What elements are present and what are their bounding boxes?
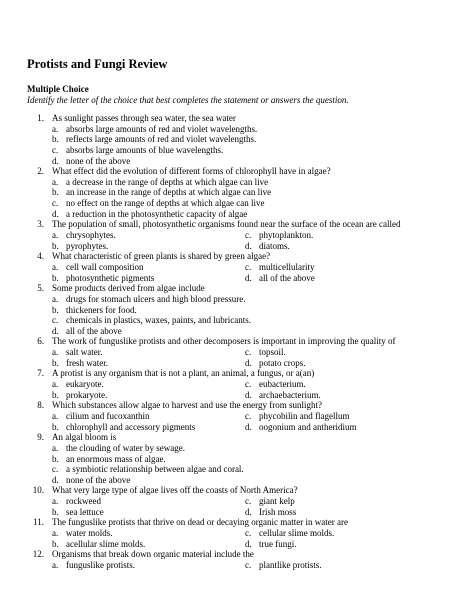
option-letter: b.	[52, 357, 59, 368]
option-text: absorbs large amounts of red and violet wavelengths.	[66, 123, 258, 134]
answer-option-row	[0, 560, 474, 571]
answer-option	[0, 198, 474, 209]
option-text: fresh water.	[66, 357, 108, 368]
option-letter: c.	[245, 559, 252, 570]
answer-option	[0, 134, 474, 145]
option-letter: c.	[245, 496, 252, 507]
option-text: the clouding of water by sewage.	[66, 442, 185, 453]
option-letter: d.	[52, 208, 59, 219]
option-text: oogonium and antheridium	[259, 421, 357, 432]
question-number: 12.	[32, 549, 44, 560]
answer-option-row	[0, 230, 474, 241]
question-text: What characteristic of green plants is shared by green algae?	[52, 251, 271, 262]
option-text: all of the above	[259, 272, 315, 283]
option-letter: b.	[52, 538, 59, 549]
option-text: phycobilin and flagellum	[259, 410, 350, 421]
question-item	[0, 283, 474, 336]
question-line	[0, 251, 474, 262]
question-item	[0, 336, 474, 368]
option-letter: d.	[52, 155, 59, 166]
answer-option	[0, 315, 474, 326]
option-letter: d.	[245, 357, 252, 368]
answer-option	[0, 124, 474, 135]
option-text: prokaryote.	[66, 389, 108, 400]
option-text: an increase in the range of depths at which algae can live	[66, 187, 272, 198]
question-line	[0, 283, 474, 294]
option-letter: c.	[52, 464, 59, 475]
answer-option	[0, 475, 474, 486]
option-text: chrysophytes.	[66, 230, 116, 241]
page-title: Protists and Fungi Review	[27, 57, 168, 71]
option-text: archaebacterium.	[259, 389, 321, 400]
answer-option	[0, 209, 474, 220]
option-text: photosynthetic pigments	[66, 272, 155, 283]
question-line	[0, 219, 474, 230]
option-letter: a.	[52, 293, 59, 304]
option-letter: c.	[52, 144, 59, 155]
option-text: chemicals in plastics, waxes, paints, and lubricants.	[66, 315, 251, 326]
option-text: none of the above	[66, 474, 131, 485]
answer-option	[0, 145, 474, 156]
question-line	[0, 113, 474, 124]
section-heading: Multiple Choice	[27, 84, 89, 94]
answer-option	[0, 464, 474, 475]
answer-option-row	[0, 539, 474, 550]
question-line	[0, 517, 474, 528]
answer-option-row	[0, 347, 474, 358]
answer-option	[0, 156, 474, 167]
option-letter: a.	[52, 410, 59, 421]
question-number: 9.	[37, 432, 44, 443]
answer-option	[0, 294, 474, 305]
question-item	[0, 166, 474, 219]
question-text: What very large type of algae lives off the coasts of North America?	[52, 485, 298, 496]
option-text: cell wall composition	[66, 261, 144, 272]
question-item	[0, 432, 474, 485]
option-letter: a.	[52, 496, 59, 507]
option-letter: a.	[52, 442, 59, 453]
option-letter: c.	[245, 379, 252, 390]
option-letter: c.	[245, 347, 252, 358]
option-text: a symbiotic relationship between algae and coral.	[66, 464, 244, 475]
option-text: eubacterium.	[259, 379, 306, 390]
option-letter: a.	[52, 347, 59, 358]
question-line	[0, 400, 474, 411]
option-text: diatoms.	[259, 240, 290, 251]
question-number: 3.	[37, 219, 44, 230]
option-letter: b.	[52, 304, 59, 315]
question-text: An algal bloom is	[52, 432, 117, 443]
option-letter: a.	[52, 559, 59, 570]
option-text: eukaryote.	[66, 379, 104, 390]
question-item	[0, 400, 474, 432]
answer-option	[0, 187, 474, 198]
option-text: potato crops.	[259, 357, 306, 368]
question-number: 10.	[32, 485, 44, 496]
option-letter: d.	[245, 389, 252, 400]
option-text: all of the above	[66, 325, 122, 336]
answer-option-row	[0, 422, 474, 433]
question-number: 4.	[37, 251, 44, 262]
option-text: drugs for stomach ulcers and high blood pressure.	[66, 293, 246, 304]
question-line	[0, 336, 474, 347]
question-number: 8.	[37, 400, 44, 411]
option-letter: b.	[52, 421, 59, 432]
instructions: Identify the letter of the choice that best completes the statement or answers the question.	[27, 95, 349, 105]
option-text: rockweed	[66, 496, 101, 507]
option-text: acellular slime molds.	[66, 538, 146, 549]
option-text: funguslike protists.	[66, 559, 135, 570]
option-letter: c.	[245, 230, 252, 241]
option-text: none of the above	[66, 155, 131, 166]
option-text: multicellularity	[259, 261, 315, 272]
option-letter: b.	[52, 272, 59, 283]
answer-option-row	[0, 262, 474, 273]
option-text: thickeners for food.	[66, 304, 137, 315]
option-letter: a.	[52, 527, 59, 538]
question-text: Which substances allow algae to harvest and use the energy from sunlight?	[52, 400, 323, 411]
question-line	[0, 549, 474, 560]
option-letter: a.	[52, 379, 59, 390]
option-letter: d.	[245, 272, 252, 283]
answer-option-row	[0, 496, 474, 507]
question-text: Organisms that break down organic material include the	[52, 549, 254, 560]
option-letter: b.	[52, 506, 59, 517]
option-letter: a.	[52, 123, 59, 134]
option-letter: a.	[52, 176, 59, 187]
option-letter: d.	[52, 474, 59, 485]
answer-option-row	[0, 379, 474, 390]
answer-option-row	[0, 390, 474, 401]
option-letter: c.	[245, 410, 252, 421]
question-text: As sunlight passes through sea water, the sea water	[52, 113, 236, 123]
answer-option-row	[0, 273, 474, 284]
option-text: topsoil.	[259, 347, 286, 358]
question-text: A protist is any organism that is not a plant, an animal, a fungus, or a(an)	[52, 368, 315, 379]
question-number: 1.	[37, 113, 44, 123]
option-text: sea lettuce	[66, 506, 104, 517]
option-text: salt water.	[66, 347, 103, 358]
question-list	[0, 113, 474, 571]
question-text: The work of funguslike protists and other decomposers is important in improving the quality of	[52, 336, 396, 347]
question-line	[0, 368, 474, 379]
option-letter: b.	[52, 453, 59, 464]
question-text: The population of small, photosynthetic organisms found near the surface of the ocean are called	[52, 219, 401, 230]
question-item	[0, 549, 474, 570]
option-text: absorbs large amounts of blue wavelengths.	[66, 144, 224, 155]
question-text: What effect did the evolution of different forms of chlorophyll have in algae?	[52, 166, 331, 177]
option-text: an enormous mass of algae.	[66, 453, 166, 464]
answer-option-row	[0, 241, 474, 252]
answer-option	[0, 443, 474, 454]
question-item	[0, 251, 474, 283]
option-text: phytoplankton.	[259, 230, 314, 241]
answer-option	[0, 305, 474, 316]
option-text: plantlike protists.	[259, 559, 322, 570]
option-letter: c.	[52, 198, 59, 209]
answer-option	[0, 326, 474, 337]
question-text: Some products derived from algae include	[52, 283, 205, 294]
option-text: cellular slime molds.	[259, 527, 335, 538]
option-letter: d.	[52, 325, 59, 336]
question-item	[0, 368, 474, 400]
question-number: 11.	[33, 517, 44, 528]
answer-option-row	[0, 411, 474, 422]
option-letter: b.	[52, 389, 59, 400]
question-number: 5.	[37, 283, 44, 294]
option-letter: d.	[245, 538, 252, 549]
question-line	[0, 166, 474, 177]
option-text: cilium and fucoxanthin	[66, 410, 150, 421]
option-text: true fungi.	[259, 538, 297, 549]
option-letter: a.	[52, 261, 59, 272]
option-letter: b.	[52, 134, 59, 145]
question-text: The funguslike protists that thrive on dead or decaying organic matter in water are	[52, 517, 348, 528]
question-number: 7.	[37, 368, 44, 379]
option-letter: d.	[245, 421, 252, 432]
option-letter: b.	[52, 240, 59, 251]
option-letter: a.	[52, 230, 59, 241]
answer-option	[0, 177, 474, 188]
question-line	[0, 485, 474, 496]
option-letter: c.	[245, 527, 252, 538]
question-item	[0, 485, 474, 517]
question-item	[0, 517, 474, 549]
option-text: pyrophytes.	[66, 240, 109, 251]
option-text: water molds.	[66, 527, 113, 538]
option-letter: d.	[245, 506, 252, 517]
option-text: a reduction in the photosynthetic capacity of algae	[66, 208, 248, 219]
option-letter: c.	[245, 261, 252, 272]
answer-option-row	[0, 528, 474, 539]
question-item	[0, 113, 474, 166]
answer-option-row	[0, 358, 474, 369]
option-letter: d.	[245, 240, 252, 251]
question-number: 6.	[37, 336, 44, 347]
option-letter: c.	[52, 315, 59, 326]
option-letter: b.	[52, 187, 59, 198]
answer-option-row	[0, 507, 474, 518]
question-line	[0, 432, 474, 443]
question-item	[0, 219, 474, 251]
option-text: Irish moss	[259, 506, 297, 517]
option-text: a decrease in the range of depths at which algae can live	[66, 176, 269, 187]
question-number: 2.	[37, 166, 44, 177]
option-text: no effect on the range of depths at which algae can live	[66, 198, 265, 209]
option-text: giant kelp	[259, 496, 295, 507]
option-text: reflects large amounts of red and violet wavelengths.	[66, 134, 257, 145]
option-text: chlorophyll and accessory pigments	[66, 421, 196, 432]
answer-option	[0, 454, 474, 465]
